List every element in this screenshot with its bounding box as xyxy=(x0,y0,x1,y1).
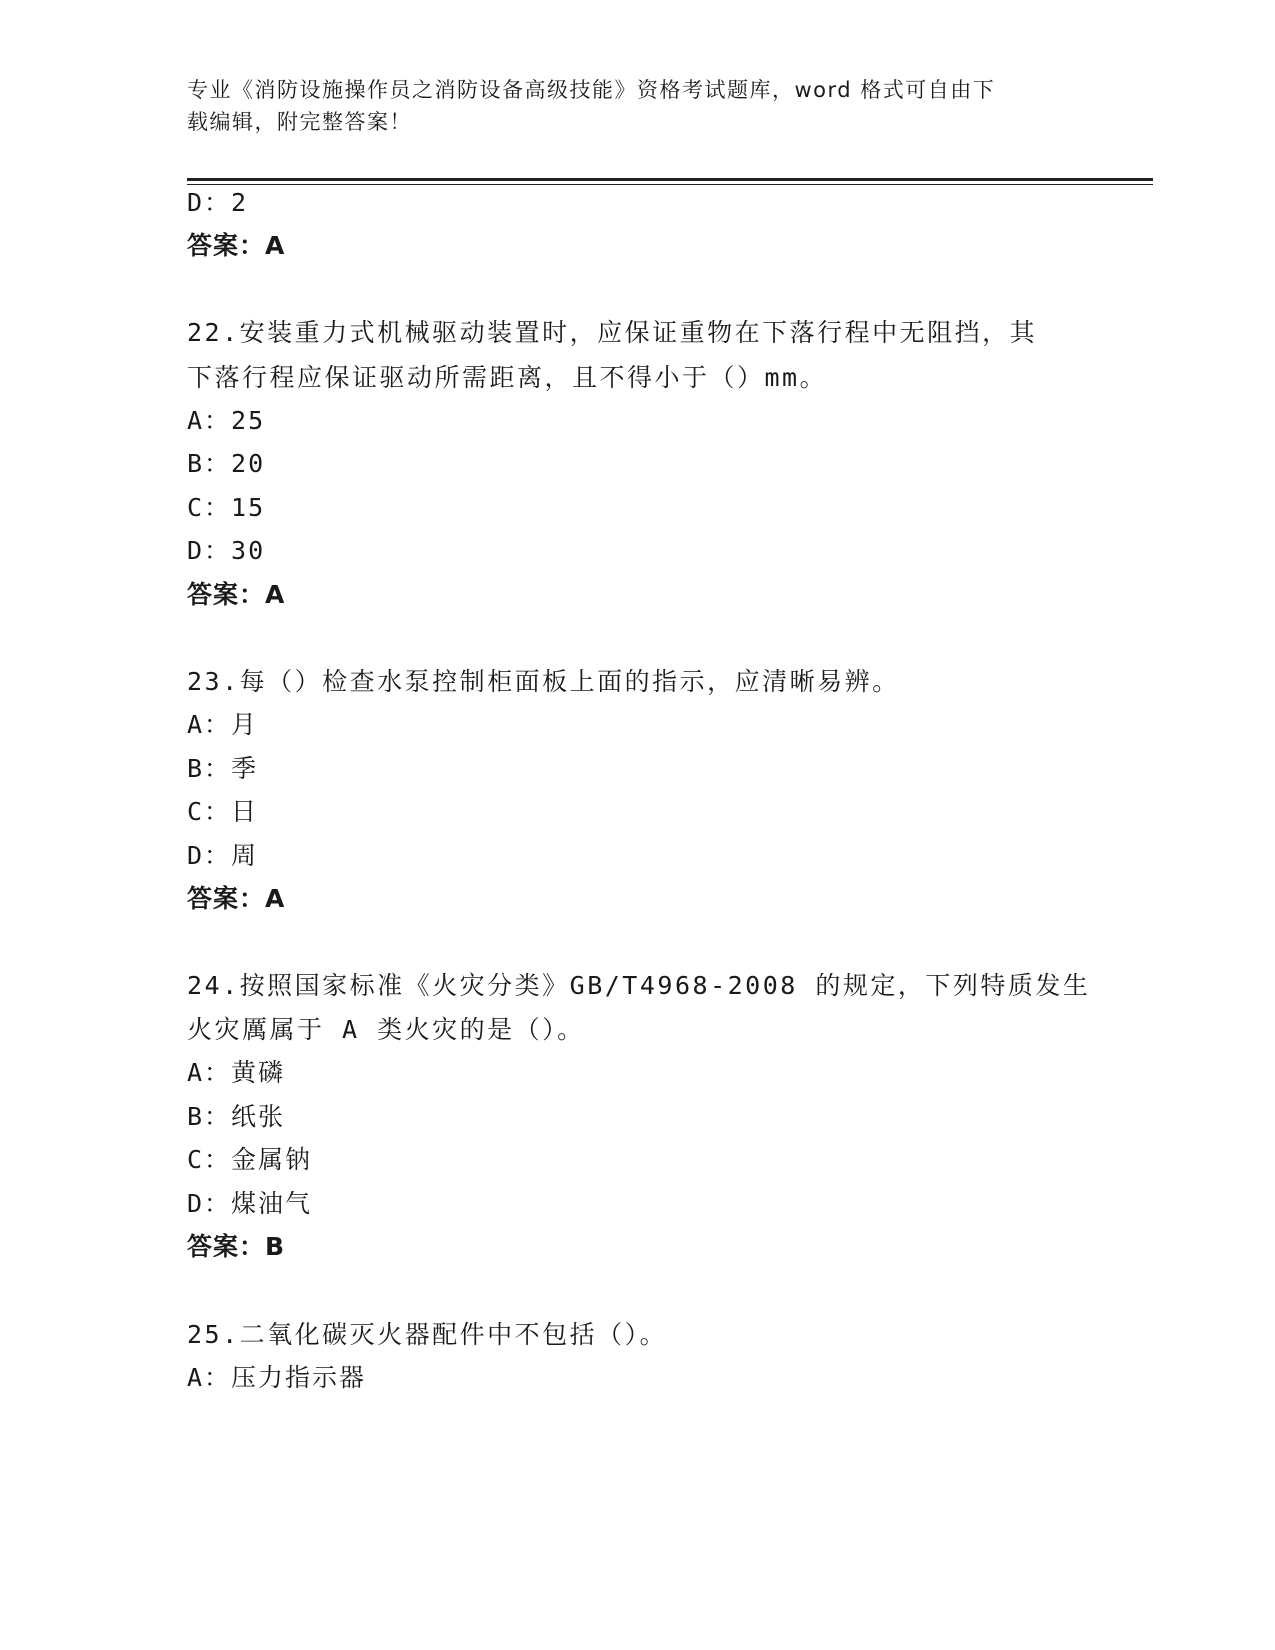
question-stem-line-2: 火灾厲属于 A 类火灾的是（）。 xyxy=(187,1015,585,1044)
question-stem-line-1: 23.每（）检查水泵控制柜面板上面的指示，应清晰易辨。 xyxy=(187,667,900,696)
question-stem-line-1: 25.二氧化碳灭火器配件中不包括（）。 xyxy=(187,1320,668,1349)
option-c: C：15 xyxy=(187,493,266,522)
option-a: A：黄磷 xyxy=(187,1058,286,1087)
document-header xyxy=(187,74,1067,138)
option-a: A：月 xyxy=(187,710,259,739)
header-line-2: 载编辑，附完整答案！ xyxy=(187,110,412,134)
option-d: D：煤油气 xyxy=(187,1189,313,1218)
header-line-1: 专业《消防设施操作员之消防设备高级技能》资格考试题库，word 格式可自由下 xyxy=(187,78,996,102)
option-c: C：金属钠 xyxy=(187,1145,313,1174)
option-a: A：压力指示器 xyxy=(187,1363,367,1392)
option-a: A：25 xyxy=(187,406,266,435)
question-stem-line-1: 22.安装重力式机械驱动装置时，应保证重物在下落行程中无阻挡，其 xyxy=(187,318,1038,347)
answer: 答案：A xyxy=(187,580,286,609)
option-b: B：20 xyxy=(187,449,266,478)
question-stem-line-1: 24.按照国家标准《火灾分类》GB/T4968-2008 的规定，下列特质发生 xyxy=(187,971,1091,1000)
option-b: B：季 xyxy=(187,754,259,783)
option-c: C：日 xyxy=(187,797,259,826)
answer: 答案：A xyxy=(187,884,286,913)
option-d: D：30 xyxy=(187,536,266,565)
option-d: D：周 xyxy=(187,841,259,870)
header-divider-thin xyxy=(187,184,1153,185)
option-b: B：纸张 xyxy=(187,1102,286,1131)
question-stem-line-2: 下落行程应保证驱动所需距离，且不得小于（）mm。 xyxy=(187,363,828,392)
prev-option-d: D：2 xyxy=(187,188,249,217)
header-divider-thick xyxy=(187,178,1153,181)
prev-answer: 答案：A xyxy=(187,231,286,260)
answer: 答案：B xyxy=(187,1232,286,1261)
